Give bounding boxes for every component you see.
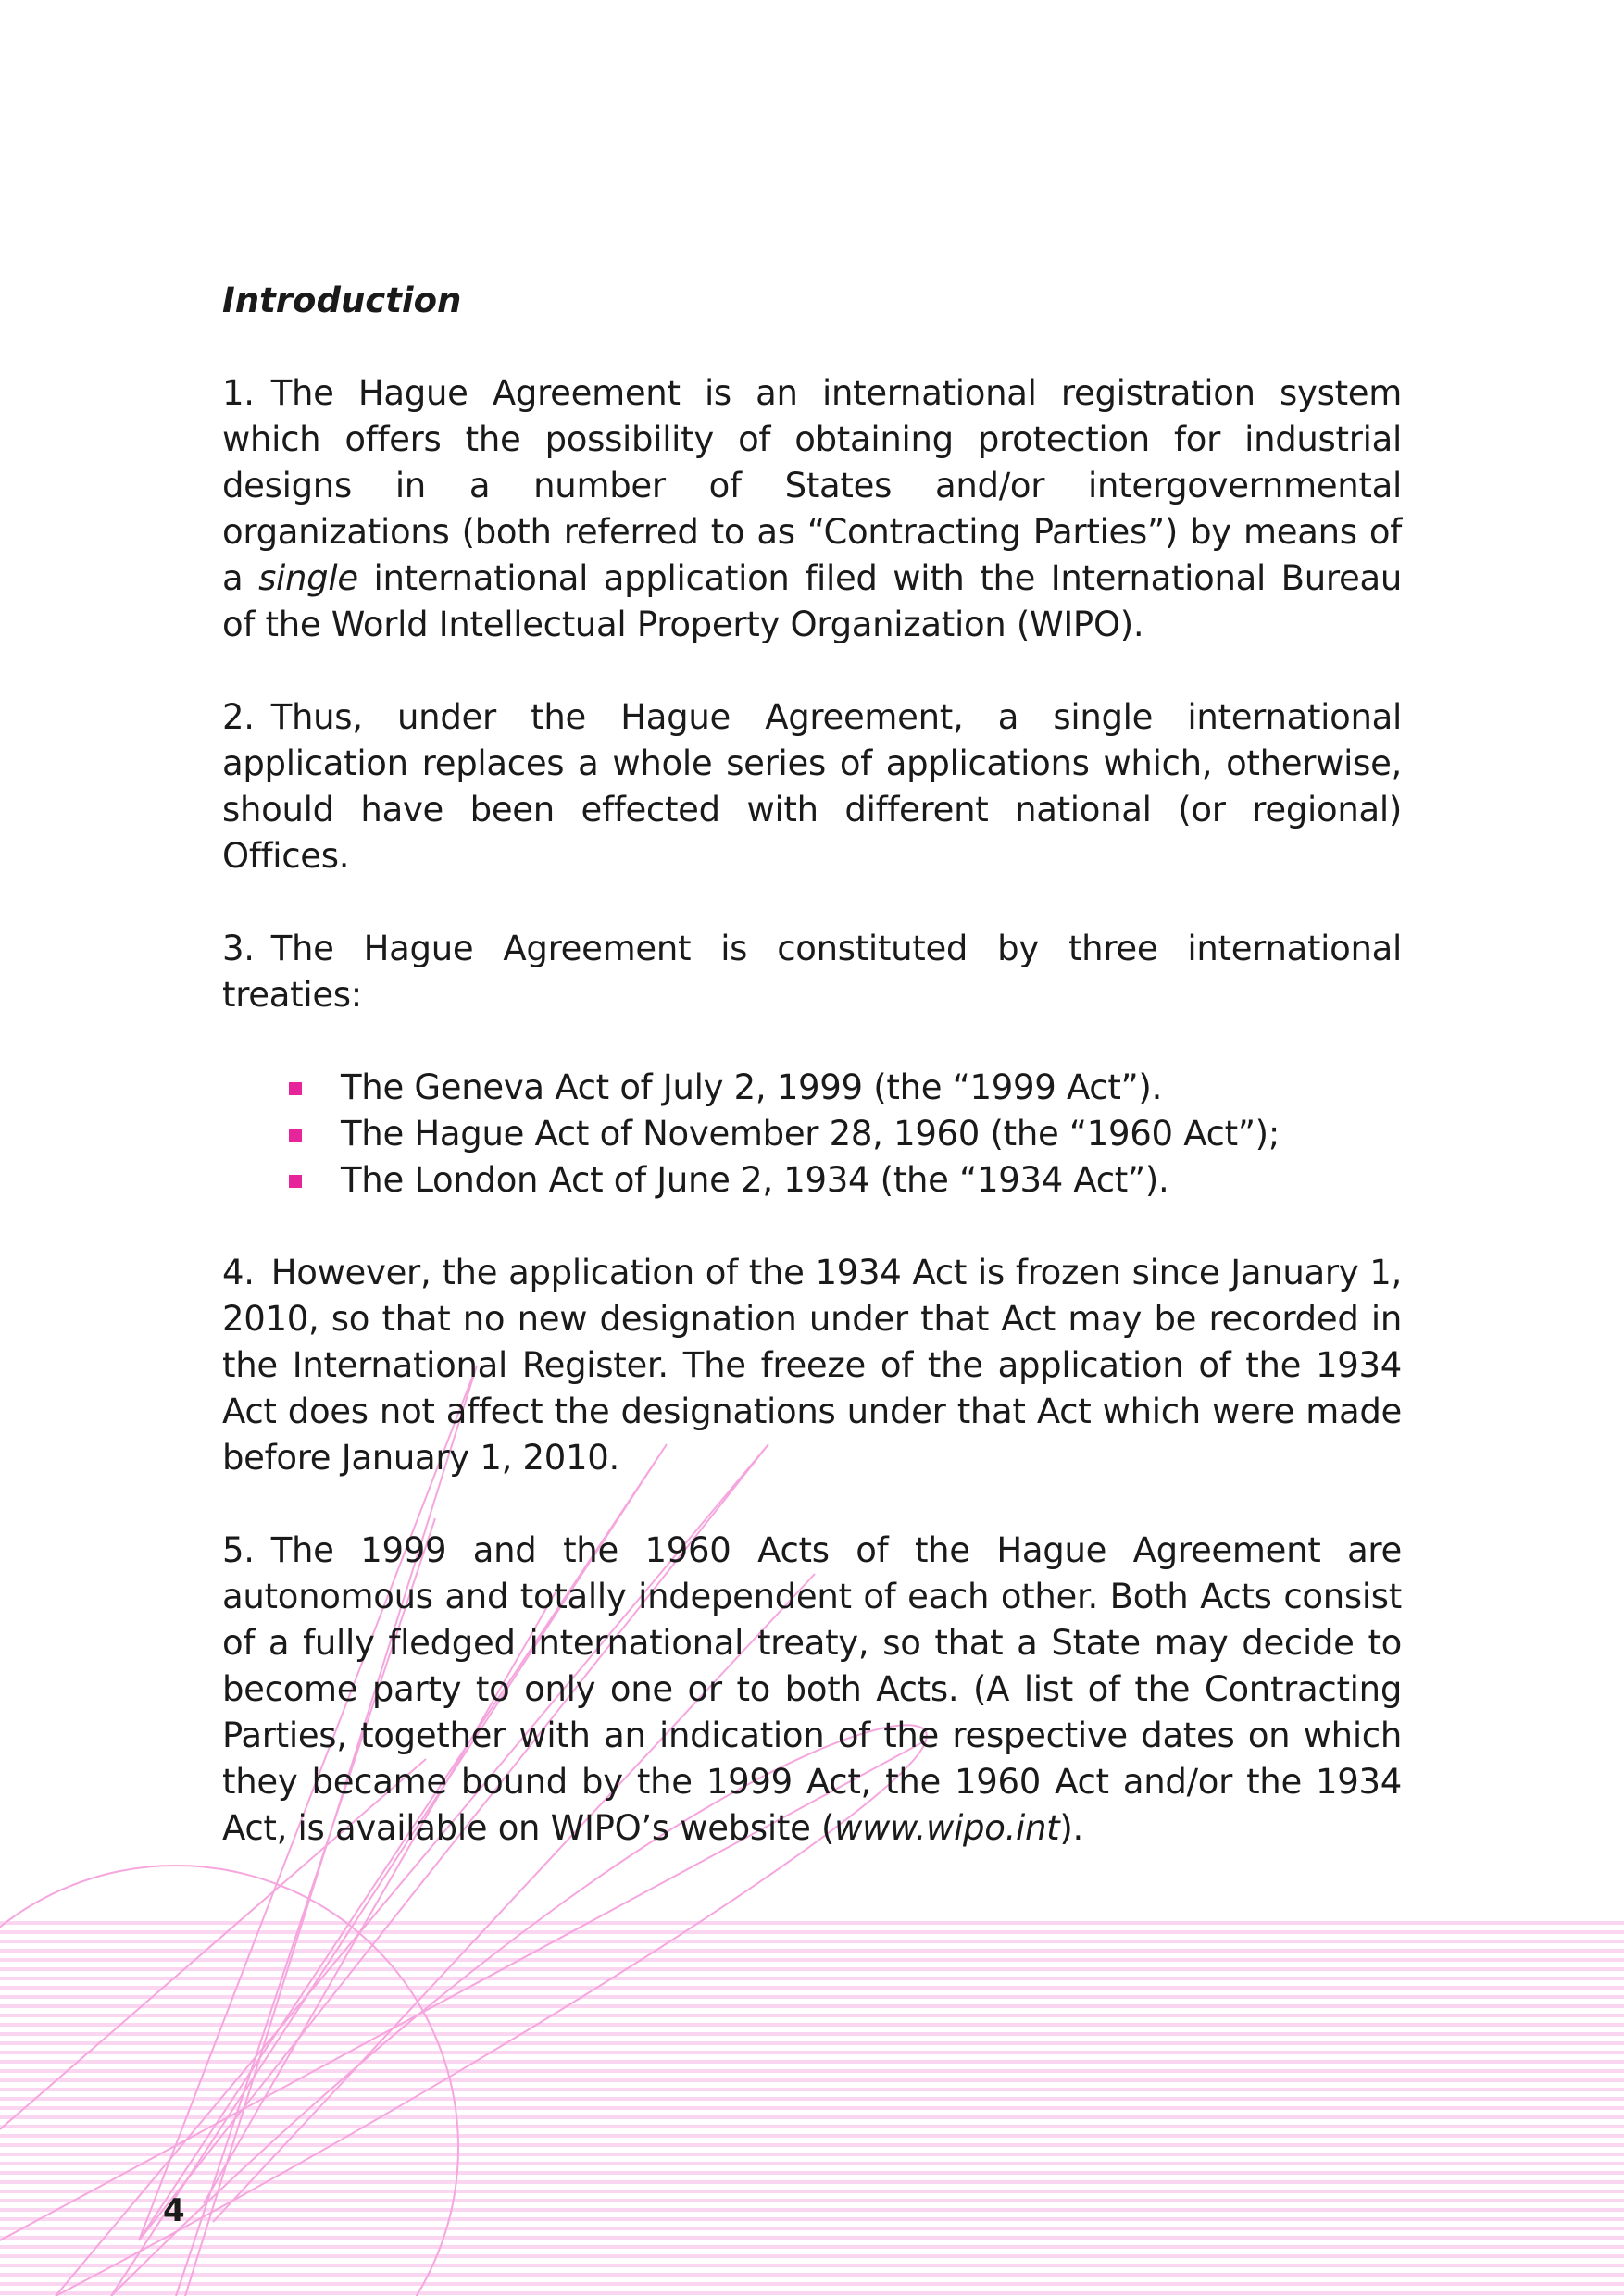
paragraph-number: 4. [222, 1253, 255, 1292]
list-item-text: The Geneva Act of July 2, 1999 (the “1999 Act”). [341, 1067, 1163, 1107]
paragraph-number: 1. [222, 373, 255, 413]
page-number: 4 [163, 2192, 185, 2229]
paragraph-text: The Hague Agreement is an international registration system which offers the possibility of obtaining protection for industrial designs in a number of States and/or intergovernmental organizations (both referred to as “Contracting Parties”) by means of a [222, 373, 1402, 598]
document-body [222, 278, 1402, 1898]
paragraph-text: The 1999 and the 1960 Acts of the Hague Agreement are autonomous and totally independent of each other. Both Acts consist of a fully fledged international treaty, so that a State may decide to become party to only one or to both Acts. (A list of the Contracting Parties, together with an indication of the respective dates on which they became bound by the 1999 Act, the 1960 Act and/or the 1934 Act, is available on WIPO’s website ( [222, 1530, 1402, 1848]
paragraph-text: international application filed with the International Bureau of the World Intellectual Property Organization (WIPO). [222, 558, 1402, 644]
list-item [289, 1065, 1402, 1111]
paragraph-5 [222, 1528, 1402, 1852]
bullet-square-icon [289, 1175, 302, 1188]
paragraph-2 [222, 694, 1402, 880]
list-item-text: The London Act of June 2, 1934 (the “1934 Act”). [341, 1160, 1169, 1200]
website-link[interactable]: www.wipo.int [834, 1808, 1060, 1848]
bullet-square-icon [289, 1129, 302, 1142]
paragraph-text: ). [1059, 1808, 1083, 1848]
paragraph-text: Thus, under the Hague Agreement, a single international application replaces a whole series of applications which, otherwise, should have been effected with different national (or regional) Offices. [222, 697, 1402, 876]
list-item-text: The Hague Act of November 28, 1960 (the “1960 Act”); [341, 1114, 1280, 1154]
section-title: Introduction [222, 281, 462, 320]
paragraph-number: 3. [222, 929, 255, 968]
list-item [289, 1111, 1402, 1157]
paragraph-4 [222, 1250, 1402, 1481]
paragraph-number: 2. [222, 697, 255, 737]
treaty-list [222, 1065, 1402, 1204]
paragraph-3 [222, 926, 1402, 1018]
emphasis-text: single [258, 558, 358, 598]
paragraph-1 [222, 370, 1402, 648]
paragraph-text: The Hague Agreement is constituted by three international treaties: [222, 929, 1402, 1015]
bullet-square-icon [289, 1082, 302, 1095]
paragraph-number: 5. [222, 1530, 255, 1570]
paragraph-text: However, the application of the 1934 Act is frozen since January 1, 2010, so that no new designation under that Act may be recorded in the International Register. The freeze of the application of the 1934 Act does not affect the designations under that Act which were made before January 1, 2010. [222, 1253, 1402, 1478]
list-item [289, 1157, 1402, 1204]
